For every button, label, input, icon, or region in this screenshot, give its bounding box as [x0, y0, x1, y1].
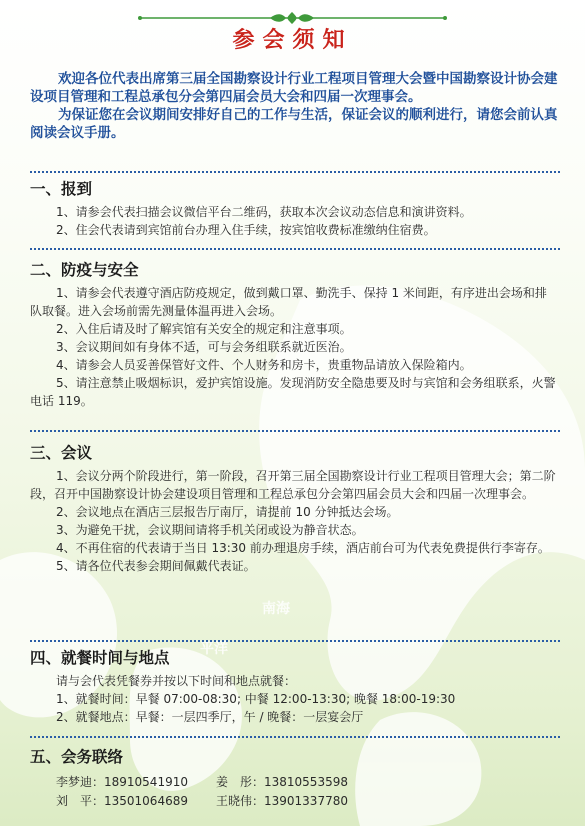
- list-item: 2、会议地点在酒店三层报告厅南厅，请提前 10 分钟抵达会场。: [56, 505, 399, 519]
- contact-entry: 李梦迪：18910541910: [56, 775, 188, 789]
- list-item: 2、住会代表请到宾馆前台办理入住手续，按宾馆收费标准缴纳住宿费。: [56, 223, 436, 237]
- list-item: 请与会代表凭餐券并按以下时间和地点就餐：: [56, 674, 297, 688]
- dotted-divider: [30, 736, 560, 738]
- section-heading: 四、就餐时间与地点: [30, 648, 170, 667]
- intro-paragraph: 为保证您在会议期间安排好自己的工作与生活，保证会议的顺利进行，请您会前认真阅读会议手册。: [30, 107, 558, 141]
- list-item: 1、请参会代表遵守酒店防疫规定，做到戴口罩、勤洗手、保持 1 米间距，有序进出会场和排队取餐。进入会场前需先测量体温再进入会场。: [30, 286, 547, 318]
- list-item: 5、请注意禁止吸烟标识，爱护宾馆设施。发现消防安全隐患要及时与宾馆和会务组联系，火警电话 119。: [30, 376, 556, 408]
- contact-entry: 姜 彤：13810553598: [216, 775, 348, 789]
- section-body: [30, 203, 558, 239]
- contact-entry: 王晓伟：13901337780: [216, 794, 348, 808]
- list-item: 1、会议分两个阶段进行，第一阶段，召开第三届全国勘察设计行业工程项目管理大会；第二阶段，召开中国勘察设计协会建设项目管理和工程总承包分会第四届会员大会和四届一次理事会。: [30, 469, 556, 501]
- section-heading: 三、会议: [30, 443, 93, 462]
- list-item: 5、请各位代表参会期间佩戴代表证。: [56, 559, 256, 573]
- list-item: 2、入住后请及时了解宾馆有关安全的规定和注意事项。: [56, 322, 352, 336]
- list-item: 2、就餐地点：早餐：一层四季厅，午 / 晚餐：一层宴会厅: [56, 710, 364, 724]
- map-label-watermark: 南海: [262, 601, 290, 617]
- list-item: 1、就餐时间：早餐 07:00-08:30; 中餐 12:00-13:30; 晚餐 18:00-19:30: [56, 692, 456, 706]
- dotted-divider: [30, 640, 560, 642]
- section-body: [30, 467, 558, 575]
- section-body: [30, 672, 558, 726]
- map-label-watermark: 平洋: [200, 641, 228, 657]
- list-item: 3、会议期间如有身体不适，可与会务组联系就近医治。: [56, 340, 352, 354]
- contact-list: [56, 773, 376, 811]
- list-item: 4、请参会人员妥善保管好文件、个人财务和房卡，贵重物品请放入保险箱内。: [56, 358, 472, 372]
- contact-row: [56, 792, 376, 811]
- dotted-divider: [30, 171, 560, 173]
- list-item: 1、请参会代表扫描会议微信平台二维码，获取本次会议动态信息和演讲资料。: [56, 205, 472, 219]
- list-item: 4、不再住宿的代表请于当日 13:30 前办理退房手续，酒店前台可为代表免费提供行李寄存。: [56, 541, 550, 555]
- section-heading: 五、会务联络: [30, 747, 124, 766]
- contact-entry: 刘 平：13501064689: [56, 794, 188, 808]
- page-title: 参会须知: [232, 27, 353, 53]
- section-heading: 二、防疫与安全: [30, 260, 139, 279]
- section-heading: 一、报到: [30, 179, 93, 198]
- dotted-divider: [30, 430, 560, 432]
- intro-text: [30, 70, 560, 142]
- intro-paragraph: 欢迎各位代表出席第三届全国勘察设计行业工程项目管理大会暨中国勘察设计协会建设项目管理和工程总承包分会第四届会员大会和四届一次理事会。: [30, 71, 558, 105]
- dotted-divider: [30, 248, 560, 250]
- list-item: 3、为避免干扰，会议期间请将手机关闭或设为静音状态。: [56, 523, 364, 537]
- section-body: [30, 284, 558, 410]
- contact-row: [56, 773, 376, 792]
